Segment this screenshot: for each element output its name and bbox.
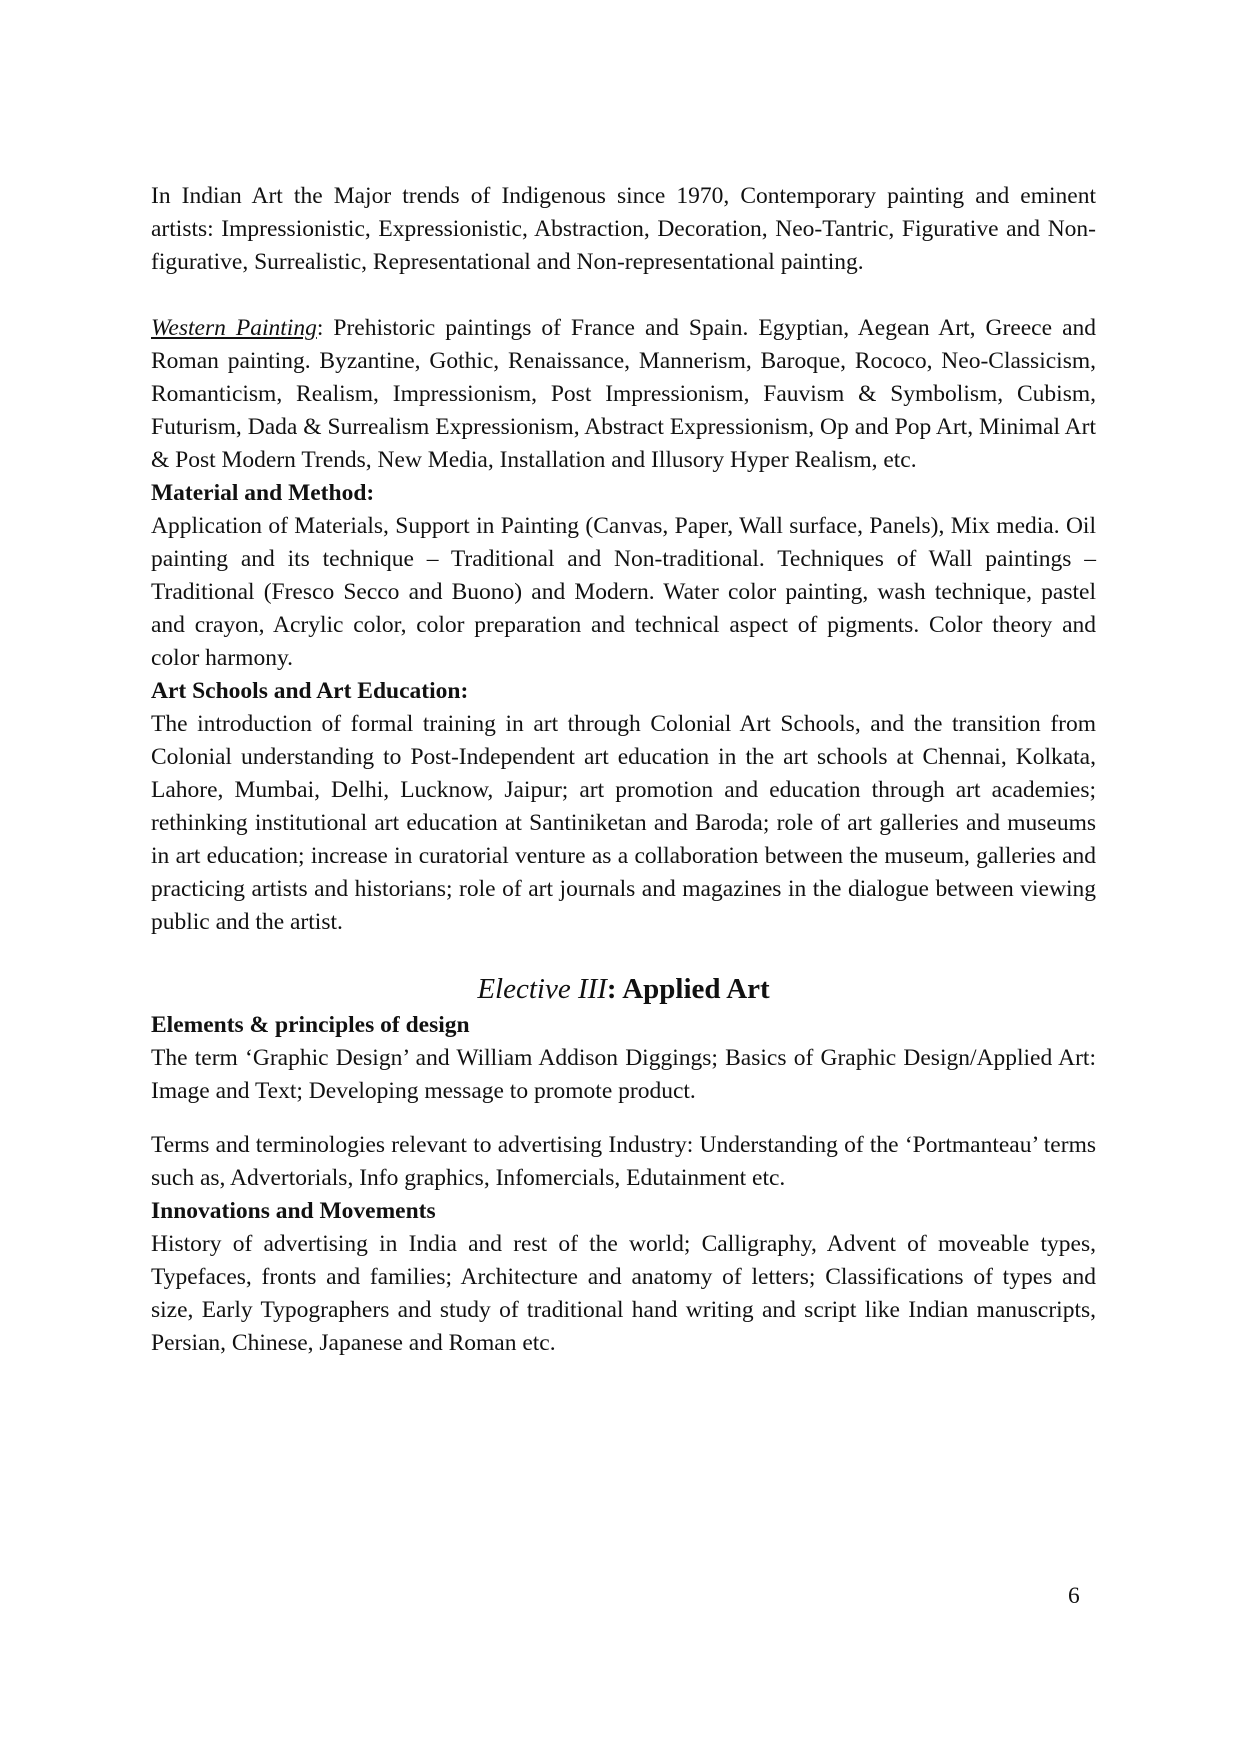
art-schools-heading: Art Schools and Art Education:: [151, 678, 469, 704]
innovations-heading: Innovations and Movements: [151, 1198, 436, 1224]
elective-title-rest: : Applied Art: [606, 973, 770, 1005]
elective-title-italic: Elective III: [477, 973, 607, 1005]
material-method-paragraph: Application of Materials, Support in Painting (Canvas, Paper, Wall surface, Panels), Mix media. Oil painting and its technique – Traditional and Non-traditional. Techniques of Wall paintings – Traditional (Fresco Secco and Buono) and Modern. Water color painting, wash technique, pastel and crayon, Acrylic color, color preparation and technical aspect of pigments. Color theory and color harmony.: [151, 513, 1096, 671]
material-method-heading: Material and Method:: [151, 480, 375, 506]
elements-principles-heading: Elements & principles of design: [151, 1012, 470, 1038]
western-painting-label: Western Painting: [151, 315, 317, 341]
art-schools-paragraph: The introduction of formal training in art through Colonial Art Schools, and the transition from Colonial understanding to Post-Independent art education in the art schools at Chennai, Kolkata, Lahore, Mumbai, Delhi, Lucknow, Jaipur; art promotion and education through art academies; rethinking institutional art education at Santiniketan and Baroda; role of art galleries and museums in art education; increase in curatorial venture as a collaboration between the museum, galleries and practicing artists and historians; role of art journals and magazines in the dialogue between viewing public and the artist.: [151, 711, 1096, 935]
western-painting-text: : Prehistoric paintings of France and Spain. Egyptian, Aegean Art, Greece and Roman painting. Byzantine, Gothic, Renaissance, Mannerism, Baroque, Rococo, Neo-Classicism, Romanticism, Realism, Impressionism, Post Impressionism, Fauvism & Symbolism, Cubism, Futurism, Dada & Surrealism Expressionism, Abstract Expressionism, Op and Pop Art, Minimal Art & Post Modern Trends, New Media, Installation and Illusory Hyper Realism, etc.: [151, 315, 1097, 473]
terminologies-paragraph: Terms and terminologies relevant to advertising Industry: Understanding of the ‘Portmanteau’ terms such as, Advertorials, Info graphics, Infomercials, Edutainment etc.: [151, 1132, 1096, 1191]
graphic-design-paragraph: The term ‘Graphic Design’ and William Addison Diggings; Basics of Graphic Design/Applied Art: Image and Text; Developing message to promote product.: [151, 1045, 1096, 1104]
intro-paragraph: In Indian Art the Major trends of Indigenous since 1970, Contemporary painting and eminent artists: Impressionistic, Expressionistic, Abstraction, Decoration, Neo-Tantric, Figurative and Non-figurative, Surrealistic, Representational and Non-representational painting.: [151, 183, 1096, 275]
western-painting-paragraph: [151, 312, 1096, 477]
page-content: [151, 180, 1096, 1360]
elective-title: [151, 969, 1096, 1009]
innovations-paragraph: History of advertising in India and rest of the world; Calligraphy, Advent of moveable types, Typefaces, fronts and families; Architecture and anatomy of letters; Classifications of types and size, Early Typographers and study of traditional hand writing and script like Indian manuscripts, Persian, Chinese, Japanese and Roman etc.: [151, 1231, 1096, 1356]
page-number: 6: [1068, 1583, 1080, 1609]
